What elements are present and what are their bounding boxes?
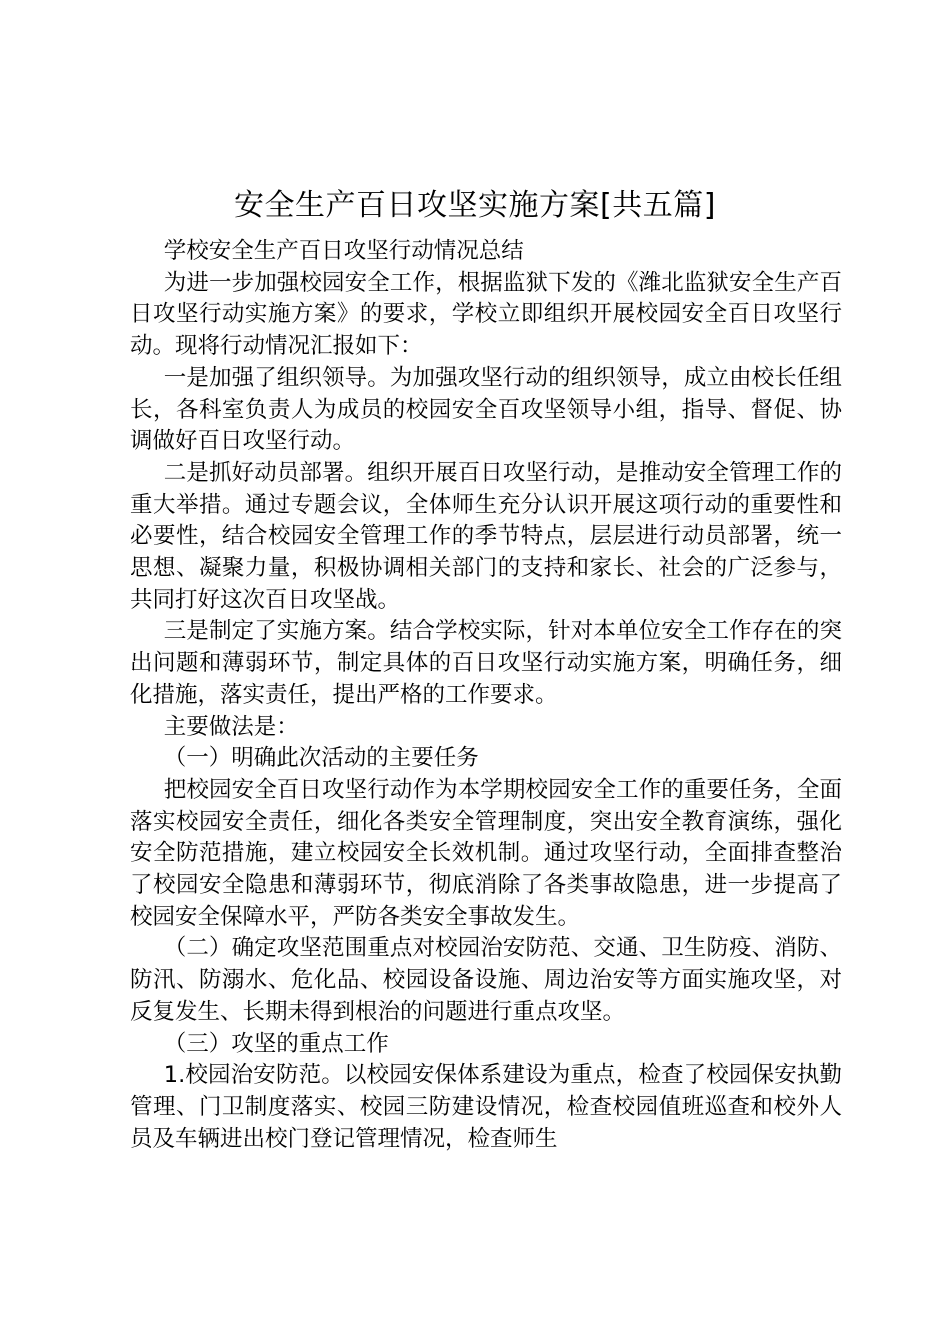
- paragraph-mobilization: 二是抓好动员部署。组织开展百日攻坚行动，是推动安全管理工作的重大举措。通过专题会议，全体师生充分认识开展这项行动的重要性和必要性，结合校园安全管理工作的季节特点，层层进行动员部署，统一思想、凝聚力量，积极协调相关部门的支持和家长、社会的广泛参与，共同打好这次百日攻坚战。: [130, 459, 842, 613]
- paragraph-organization: 一是加强了组织领导。为加强攻坚行动的组织领导，成立由校长任组长，各科室负责人为成员的校园安全百攻坚领导小组，指导、督促、协调做好百日攻坚行动。: [130, 364, 842, 455]
- document-body: [130, 236, 842, 1155]
- paragraph-scope: （二）确定攻坚范围重点对校园治安防范、交通、卫生防疫、消防、防汛、防溺水、危化品、校园设备设施、周边治安等方面实施攻坚，对反复发生、长期未得到根治的问题进行重点攻坚。: [130, 935, 842, 1025]
- paragraph-intro: 为进一步加强校园安全工作，根据监狱下发的《潍北监狱安全生产百日攻坚行动实施方案》的要求，学校立即组织开展校园安全百日攻坚行动。现将行动情况汇报如下：: [130, 269, 842, 360]
- paragraph-main-methods: 主要做法是：: [163, 713, 299, 740]
- paragraph-plan: 三是制定了实施方案。结合学校实际，针对本单位安全工作存在的突出问题和薄弱环节，制定具体的百日攻坚行动实施方案，明确任务，细化措施，落实责任，提出严格的工作要求。: [130, 618, 842, 708]
- paragraph-main-tasks: 把校园安全百日攻坚行动作为本学期校园安全工作的重要任务，全面落实校园安全责任，细化各类安全管理制度，突出安全教育演练，强化安全防范措施，建立校园安全长效机制。通过攻坚行动，全面排查整治了校园安全隐患和薄弱环节，彻底消除了各类事故隐患，进一步提高了校园安全保障水平，严防各类安全事故发生。: [130, 776, 842, 930]
- paragraph-security: 1.校园治安防范。以校园安保体系建设为重点，检查了校园保安执勤管理、门卫制度落实、校园三防建设情况，检查校园值班巡查和校外人员及车辆进出校门登记管理情况，检查师生: [130, 1062, 842, 1152]
- paragraph-subtitle: 学校安全生产百日攻坚行动情况总结: [163, 238, 524, 264]
- section-heading-3: （三）攻坚的重点工作: [163, 1030, 389, 1057]
- section-heading-1: （一）明确此次活动的主要任务: [163, 745, 479, 772]
- document-title: 安全生产百日攻坚实施方案[共五篇]: [234, 188, 716, 223]
